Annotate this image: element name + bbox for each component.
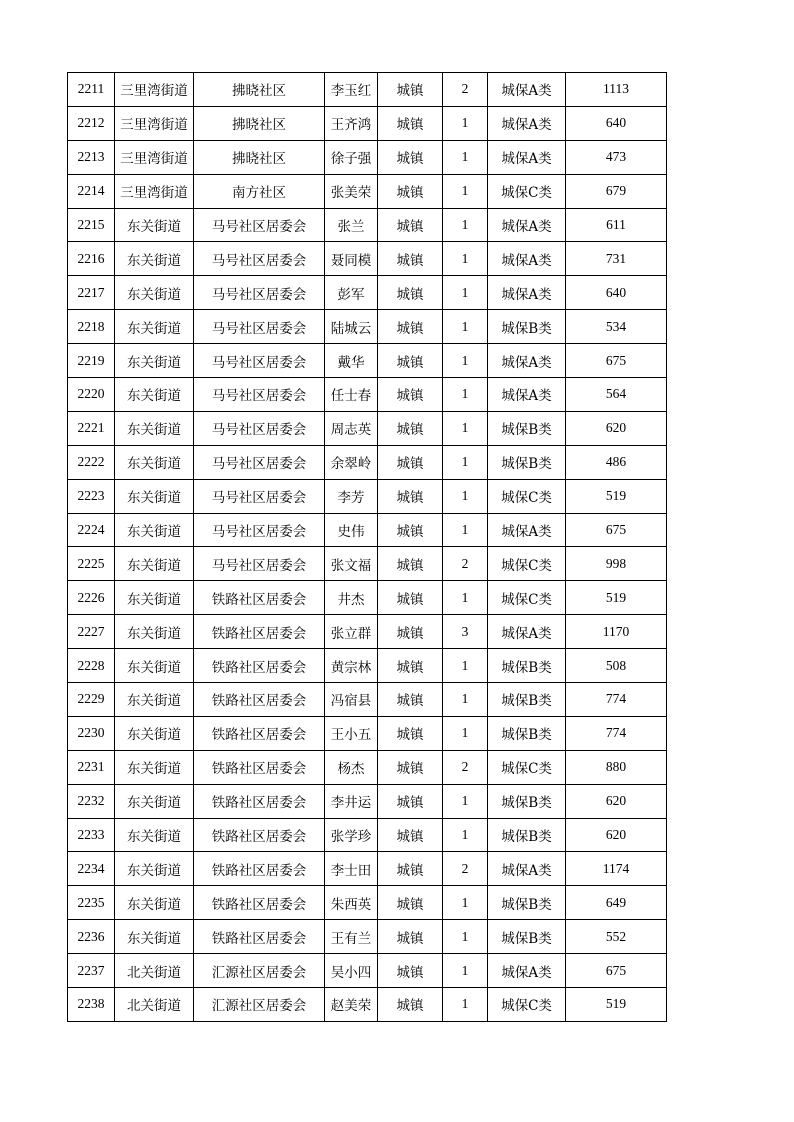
amount-cell: 620	[566, 784, 667, 818]
area-type-cell: 城镇	[378, 479, 443, 513]
name-cell: 李芳	[325, 479, 378, 513]
area-type-cell: 城镇	[378, 852, 443, 886]
category-cell: 城保B类	[488, 649, 566, 683]
amount-cell: 998	[566, 547, 667, 581]
area-type-cell: 城镇	[378, 954, 443, 988]
name-cell: 李井运	[325, 784, 378, 818]
amount-cell: 620	[566, 411, 667, 445]
community-cell: 铁路社区居委会	[194, 716, 325, 750]
area-type-cell: 城镇	[378, 750, 443, 784]
row-number-cell: 2225	[68, 547, 115, 581]
street-cell: 东关街道	[115, 479, 194, 513]
area-type-cell: 城镇	[378, 445, 443, 479]
table-row	[68, 581, 667, 615]
row-number-cell: 2231	[68, 750, 115, 784]
household-size-cell: 1	[443, 276, 488, 310]
street-cell: 东关街道	[115, 581, 194, 615]
name-cell: 史伟	[325, 513, 378, 547]
area-type-cell: 城镇	[378, 242, 443, 276]
area-type-cell: 城镇	[378, 174, 443, 208]
records-table	[67, 72, 667, 1022]
community-cell: 马号社区居委会	[194, 276, 325, 310]
category-cell: 城保A类	[488, 513, 566, 547]
household-size-cell: 1	[443, 208, 488, 242]
amount-cell: 640	[566, 276, 667, 310]
row-number-cell: 2233	[68, 818, 115, 852]
amount-cell: 519	[566, 581, 667, 615]
amount-cell: 611	[566, 208, 667, 242]
household-size-cell: 1	[443, 716, 488, 750]
amount-cell: 1170	[566, 615, 667, 649]
household-size-cell: 1	[443, 886, 488, 920]
street-cell: 东关街道	[115, 886, 194, 920]
category-cell: 城保B类	[488, 818, 566, 852]
table-row	[68, 683, 667, 717]
area-type-cell: 城镇	[378, 513, 443, 547]
name-cell: 戴华	[325, 344, 378, 378]
row-number-cell: 2222	[68, 445, 115, 479]
community-cell: 铁路社区居委会	[194, 649, 325, 683]
area-type-cell: 城镇	[378, 649, 443, 683]
category-cell: 城保B类	[488, 683, 566, 717]
community-cell: 南方社区	[194, 174, 325, 208]
row-number-cell: 2235	[68, 886, 115, 920]
name-cell: 徐子强	[325, 140, 378, 174]
row-number-cell: 2234	[68, 852, 115, 886]
name-cell: 张美荣	[325, 174, 378, 208]
category-cell: 城保A类	[488, 140, 566, 174]
community-cell: 马号社区居委会	[194, 513, 325, 547]
street-cell: 东关街道	[115, 920, 194, 954]
row-number-cell: 2224	[68, 513, 115, 547]
household-size-cell: 2	[443, 547, 488, 581]
category-cell: 城保B类	[488, 310, 566, 344]
category-cell: 城保A类	[488, 615, 566, 649]
category-cell: 城保B类	[488, 886, 566, 920]
category-cell: 城保A类	[488, 954, 566, 988]
street-cell: 东关街道	[115, 784, 194, 818]
table-row	[68, 920, 667, 954]
street-cell: 三里湾街道	[115, 73, 194, 107]
amount-cell: 731	[566, 242, 667, 276]
name-cell: 吴小四	[325, 954, 378, 988]
row-number-cell: 2221	[68, 411, 115, 445]
community-cell: 马号社区居委会	[194, 310, 325, 344]
area-type-cell: 城镇	[378, 716, 443, 750]
table-row	[68, 344, 667, 378]
area-type-cell: 城镇	[378, 344, 443, 378]
street-cell: 东关街道	[115, 716, 194, 750]
table-row	[68, 852, 667, 886]
community-cell: 汇源社区居委会	[194, 954, 325, 988]
amount-cell: 534	[566, 310, 667, 344]
community-cell: 马号社区居委会	[194, 479, 325, 513]
household-size-cell: 1	[443, 513, 488, 547]
community-cell: 铁路社区居委会	[194, 615, 325, 649]
household-size-cell: 1	[443, 445, 488, 479]
name-cell: 黄宗林	[325, 649, 378, 683]
household-size-cell: 2	[443, 852, 488, 886]
row-number-cell: 2236	[68, 920, 115, 954]
household-size-cell: 1	[443, 140, 488, 174]
community-cell: 拂晓社区	[194, 73, 325, 107]
category-cell: 城保A类	[488, 73, 566, 107]
household-size-cell: 1	[443, 784, 488, 818]
household-size-cell: 1	[443, 106, 488, 140]
community-cell: 铁路社区居委会	[194, 920, 325, 954]
name-cell: 王有兰	[325, 920, 378, 954]
street-cell: 东关街道	[115, 378, 194, 412]
amount-cell: 1174	[566, 852, 667, 886]
area-type-cell: 城镇	[378, 310, 443, 344]
area-type-cell: 城镇	[378, 683, 443, 717]
street-cell: 北关街道	[115, 988, 194, 1022]
name-cell: 杨杰	[325, 750, 378, 784]
household-size-cell: 1	[443, 378, 488, 412]
community-cell: 马号社区居委会	[194, 445, 325, 479]
category-cell: 城保C类	[488, 581, 566, 615]
table-row	[68, 988, 667, 1022]
row-number-cell: 2218	[68, 310, 115, 344]
table-row	[68, 547, 667, 581]
amount-cell: 675	[566, 513, 667, 547]
area-type-cell: 城镇	[378, 208, 443, 242]
table-row	[68, 276, 667, 310]
category-cell: 城保B类	[488, 920, 566, 954]
household-size-cell: 1	[443, 581, 488, 615]
category-cell: 城保A类	[488, 344, 566, 378]
amount-cell: 620	[566, 818, 667, 852]
name-cell: 李士田	[325, 852, 378, 886]
area-type-cell: 城镇	[378, 73, 443, 107]
area-type-cell: 城镇	[378, 276, 443, 310]
name-cell: 赵美荣	[325, 988, 378, 1022]
amount-cell: 675	[566, 344, 667, 378]
household-size-cell: 1	[443, 920, 488, 954]
community-cell: 铁路社区居委会	[194, 784, 325, 818]
name-cell: 聂同模	[325, 242, 378, 276]
community-cell: 铁路社区居委会	[194, 581, 325, 615]
table-row	[68, 716, 667, 750]
community-cell: 铁路社区居委会	[194, 818, 325, 852]
table-row	[68, 140, 667, 174]
household-size-cell: 1	[443, 242, 488, 276]
row-number-cell: 2228	[68, 649, 115, 683]
household-size-cell: 1	[443, 683, 488, 717]
category-cell: 城保B类	[488, 445, 566, 479]
row-number-cell: 2232	[68, 784, 115, 818]
area-type-cell: 城镇	[378, 140, 443, 174]
household-size-cell: 1	[443, 649, 488, 683]
category-cell: 城保C类	[488, 547, 566, 581]
community-cell: 铁路社区居委会	[194, 886, 325, 920]
category-cell: 城保C类	[488, 988, 566, 1022]
amount-cell: 880	[566, 750, 667, 784]
street-cell: 东关街道	[115, 615, 194, 649]
name-cell: 周志英	[325, 411, 378, 445]
community-cell: 汇源社区居委会	[194, 988, 325, 1022]
table-row	[68, 750, 667, 784]
street-cell: 三里湾街道	[115, 106, 194, 140]
table-row	[68, 818, 667, 852]
area-type-cell: 城镇	[378, 988, 443, 1022]
amount-cell: 640	[566, 106, 667, 140]
table-row	[68, 411, 667, 445]
amount-cell: 675	[566, 954, 667, 988]
table-row	[68, 886, 667, 920]
community-cell: 马号社区居委会	[194, 378, 325, 412]
street-cell: 东关街道	[115, 208, 194, 242]
household-size-cell: 1	[443, 344, 488, 378]
row-number-cell: 2229	[68, 683, 115, 717]
table-row	[68, 513, 667, 547]
name-cell: 张学珍	[325, 818, 378, 852]
community-cell: 拂晓社区	[194, 106, 325, 140]
street-cell: 东关街道	[115, 344, 194, 378]
amount-cell: 508	[566, 649, 667, 683]
street-cell: 东关街道	[115, 513, 194, 547]
row-number-cell: 2214	[68, 174, 115, 208]
table-row	[68, 784, 667, 818]
table-row	[68, 174, 667, 208]
category-cell: 城保C类	[488, 479, 566, 513]
street-cell: 东关街道	[115, 683, 194, 717]
name-cell: 陆城云	[325, 310, 378, 344]
household-size-cell: 1	[443, 988, 488, 1022]
row-number-cell: 2219	[68, 344, 115, 378]
category-cell: 城保A类	[488, 276, 566, 310]
household-size-cell: 1	[443, 818, 488, 852]
name-cell: 李玉红	[325, 73, 378, 107]
row-number-cell: 2212	[68, 106, 115, 140]
community-cell: 拂晓社区	[194, 140, 325, 174]
amount-cell: 473	[566, 140, 667, 174]
table-row	[68, 378, 667, 412]
row-number-cell: 2238	[68, 988, 115, 1022]
amount-cell: 774	[566, 683, 667, 717]
name-cell: 张兰	[325, 208, 378, 242]
community-cell: 马号社区居委会	[194, 208, 325, 242]
name-cell: 余翠岭	[325, 445, 378, 479]
name-cell: 王小五	[325, 716, 378, 750]
community-cell: 马号社区居委会	[194, 411, 325, 445]
community-cell: 马号社区居委会	[194, 547, 325, 581]
name-cell: 张文福	[325, 547, 378, 581]
row-number-cell: 2211	[68, 73, 115, 107]
area-type-cell: 城镇	[378, 886, 443, 920]
row-number-cell: 2220	[68, 378, 115, 412]
street-cell: 东关街道	[115, 445, 194, 479]
community-cell: 铁路社区居委会	[194, 852, 325, 886]
category-cell: 城保B类	[488, 716, 566, 750]
table-row	[68, 649, 667, 683]
row-number-cell: 2217	[68, 276, 115, 310]
area-type-cell: 城镇	[378, 784, 443, 818]
category-cell: 城保A类	[488, 378, 566, 412]
area-type-cell: 城镇	[378, 615, 443, 649]
street-cell: 东关街道	[115, 649, 194, 683]
household-size-cell: 1	[443, 310, 488, 344]
row-number-cell: 2237	[68, 954, 115, 988]
street-cell: 东关街道	[115, 547, 194, 581]
category-cell: 城保C类	[488, 174, 566, 208]
table-row	[68, 615, 667, 649]
community-cell: 铁路社区居委会	[194, 683, 325, 717]
street-cell: 东关街道	[115, 310, 194, 344]
row-number-cell: 2230	[68, 716, 115, 750]
name-cell: 王齐鸿	[325, 106, 378, 140]
row-number-cell: 2226	[68, 581, 115, 615]
area-type-cell: 城镇	[378, 581, 443, 615]
amount-cell: 1113	[566, 73, 667, 107]
amount-cell: 486	[566, 445, 667, 479]
row-number-cell: 2216	[68, 242, 115, 276]
community-cell: 铁路社区居委会	[194, 750, 325, 784]
row-number-cell: 2215	[68, 208, 115, 242]
name-cell: 彭军	[325, 276, 378, 310]
category-cell: 城保A类	[488, 208, 566, 242]
amount-cell: 649	[566, 886, 667, 920]
area-type-cell: 城镇	[378, 920, 443, 954]
table-row	[68, 310, 667, 344]
table-row	[68, 208, 667, 242]
category-cell: 城保C类	[488, 750, 566, 784]
table-row	[68, 954, 667, 988]
area-type-cell: 城镇	[378, 378, 443, 412]
street-cell: 东关街道	[115, 242, 194, 276]
name-cell: 冯宿县	[325, 683, 378, 717]
row-number-cell: 2223	[68, 479, 115, 513]
street-cell: 东关街道	[115, 411, 194, 445]
table-row	[68, 106, 667, 140]
name-cell: 任士春	[325, 378, 378, 412]
table-row	[68, 479, 667, 513]
category-cell: 城保A类	[488, 242, 566, 276]
name-cell: 张立群	[325, 615, 378, 649]
row-number-cell: 2213	[68, 140, 115, 174]
community-cell: 马号社区居委会	[194, 344, 325, 378]
street-cell: 东关街道	[115, 852, 194, 886]
category-cell: 城保A类	[488, 852, 566, 886]
street-cell: 东关街道	[115, 750, 194, 784]
amount-cell: 774	[566, 716, 667, 750]
household-size-cell: 2	[443, 750, 488, 784]
area-type-cell: 城镇	[378, 547, 443, 581]
street-cell: 东关街道	[115, 276, 194, 310]
area-type-cell: 城镇	[378, 411, 443, 445]
category-cell: 城保B类	[488, 784, 566, 818]
records-table-body	[68, 73, 667, 1022]
area-type-cell: 城镇	[378, 106, 443, 140]
street-cell: 三里湾街道	[115, 140, 194, 174]
area-type-cell: 城镇	[378, 818, 443, 852]
community-cell: 马号社区居委会	[194, 242, 325, 276]
category-cell: 城保A类	[488, 106, 566, 140]
household-size-cell: 3	[443, 615, 488, 649]
table-row	[68, 445, 667, 479]
household-size-cell: 1	[443, 479, 488, 513]
household-size-cell: 1	[443, 954, 488, 988]
street-cell: 北关街道	[115, 954, 194, 988]
household-size-cell: 1	[443, 174, 488, 208]
household-size-cell: 2	[443, 73, 488, 107]
table-row	[68, 73, 667, 107]
category-cell: 城保B类	[488, 411, 566, 445]
street-cell: 东关街道	[115, 818, 194, 852]
amount-cell: 552	[566, 920, 667, 954]
row-number-cell: 2227	[68, 615, 115, 649]
amount-cell: 679	[566, 174, 667, 208]
amount-cell: 519	[566, 988, 667, 1022]
amount-cell: 564	[566, 378, 667, 412]
name-cell: 井杰	[325, 581, 378, 615]
street-cell: 三里湾街道	[115, 174, 194, 208]
household-size-cell: 1	[443, 411, 488, 445]
amount-cell: 519	[566, 479, 667, 513]
name-cell: 朱西英	[325, 886, 378, 920]
table-row	[68, 242, 667, 276]
